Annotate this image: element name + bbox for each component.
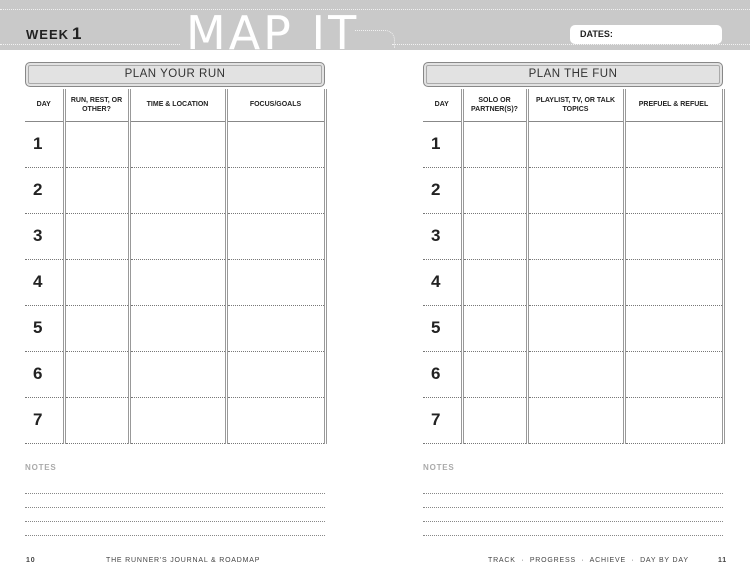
notes-label: NOTES	[423, 463, 455, 472]
page-number-left: 10	[26, 557, 36, 564]
table-cell[interactable]	[129, 213, 226, 259]
table-row	[423, 121, 723, 167]
table-cell[interactable]	[64, 259, 129, 305]
day-number: 4	[25, 259, 64, 305]
plan-your-run-panel	[25, 62, 325, 444]
day-number: 7	[25, 397, 64, 443]
table-row	[25, 167, 325, 213]
table-cell[interactable]	[64, 397, 129, 443]
column-header: FOCUS/GOALS	[226, 89, 325, 121]
table-cell[interactable]	[624, 305, 723, 351]
table-cell[interactable]	[129, 259, 226, 305]
table-cell[interactable]	[64, 167, 129, 213]
panel-title: PLAN YOUR RUN	[25, 62, 325, 87]
dotted-divider	[0, 9, 750, 10]
dotted-divider	[392, 44, 750, 45]
day-number: 3	[423, 213, 462, 259]
week-number: 1	[72, 24, 83, 43]
table-header-row	[423, 89, 723, 121]
day-number: 1	[423, 121, 462, 167]
table-cell[interactable]	[226, 167, 325, 213]
table-cell[interactable]	[129, 397, 226, 443]
table-row	[423, 167, 723, 213]
table-row	[25, 305, 325, 351]
notes-label: NOTES	[25, 463, 57, 472]
dates-field[interactable]: DATES:	[570, 25, 722, 44]
table-cell[interactable]	[527, 305, 624, 351]
table-cell[interactable]	[226, 121, 325, 167]
table-cell[interactable]	[624, 213, 723, 259]
table-cell[interactable]	[462, 167, 527, 213]
table-cell[interactable]	[527, 213, 624, 259]
table-cell[interactable]	[226, 397, 325, 443]
table-cell[interactable]	[462, 305, 527, 351]
day-number: 5	[25, 305, 64, 351]
notes-line[interactable]	[423, 494, 723, 508]
table-cell[interactable]	[129, 167, 226, 213]
column-header: SOLO OR PARTNER(S)?	[462, 89, 527, 121]
table-cell[interactable]	[226, 305, 325, 351]
day-number: 6	[25, 351, 64, 397]
week-label	[26, 24, 82, 44]
table-cell[interactable]	[527, 121, 624, 167]
day-number: 4	[423, 259, 462, 305]
dotted-divider	[0, 44, 180, 45]
table-row	[25, 351, 325, 397]
day-number: 3	[25, 213, 64, 259]
table-cell[interactable]	[462, 213, 527, 259]
table-cell[interactable]	[624, 351, 723, 397]
day-number: 2	[423, 167, 462, 213]
notes-line[interactable]	[25, 508, 325, 522]
notes-line[interactable]	[25, 472, 325, 494]
book-title: THE RUNNER'S JOURNAL & ROADMAP	[106, 557, 261, 564]
column-header: PREFUEL & REFUEL	[624, 89, 723, 121]
day-number: 6	[423, 351, 462, 397]
table-cell[interactable]	[129, 305, 226, 351]
column-header: DAY	[423, 89, 462, 121]
table-row	[423, 213, 723, 259]
day-number: 7	[423, 397, 462, 443]
tagline: TRACK · PROGRESS · ACHIEVE · DAY BY DAY	[488, 557, 689, 564]
table-row	[25, 259, 325, 305]
table-header-row	[25, 89, 325, 121]
table-cell[interactable]	[64, 213, 129, 259]
table-cell[interactable]	[226, 259, 325, 305]
table-cell[interactable]	[527, 351, 624, 397]
notes-line[interactable]	[423, 472, 723, 494]
table-row	[423, 397, 723, 443]
table-row	[25, 213, 325, 259]
table-cell[interactable]	[624, 167, 723, 213]
week-text: WEEK	[26, 27, 69, 42]
column-header: TIME & LOCATION	[129, 89, 226, 121]
table-row	[25, 397, 325, 443]
table-cell[interactable]	[527, 397, 624, 443]
table-cell[interactable]	[624, 121, 723, 167]
table-cell[interactable]	[226, 213, 325, 259]
day-number: 5	[423, 305, 462, 351]
notes-line[interactable]	[423, 508, 723, 522]
table-cell[interactable]	[226, 351, 325, 397]
panel-title: PLAN THE FUN	[423, 62, 723, 87]
table-cell[interactable]	[462, 397, 527, 443]
table-cell[interactable]	[624, 397, 723, 443]
plan-the-fun-panel	[423, 62, 723, 444]
day-number: 1	[25, 121, 64, 167]
day-number: 2	[25, 167, 64, 213]
table-row	[423, 305, 723, 351]
table-cell[interactable]	[129, 121, 226, 167]
dotted-divider	[355, 30, 395, 48]
table-row	[423, 351, 723, 397]
table-cell[interactable]	[624, 259, 723, 305]
column-header: PLAYLIST, TV, OR TALK TOPICS	[527, 89, 624, 121]
column-header: RUN, REST, OR OTHER?	[64, 89, 129, 121]
table-cell[interactable]	[64, 121, 129, 167]
table-cell[interactable]	[527, 167, 624, 213]
table-cell[interactable]	[462, 351, 527, 397]
notes-section-right	[423, 463, 723, 536]
table-cell[interactable]	[64, 351, 129, 397]
table-cell[interactable]	[462, 259, 527, 305]
fun-plan-table	[423, 89, 725, 444]
page-number-right: 11	[718, 557, 727, 564]
run-plan-table	[25, 89, 327, 444]
table-cell[interactable]	[527, 259, 624, 305]
notes-line[interactable]	[25, 494, 325, 508]
page-title: MAP IT	[186, 8, 360, 58]
table-cell[interactable]	[64, 305, 129, 351]
column-header: DAY	[25, 89, 64, 121]
table-row	[25, 121, 325, 167]
table-cell[interactable]	[129, 351, 226, 397]
table-row	[423, 259, 723, 305]
notes-section-left	[25, 463, 325, 536]
notes-line[interactable]	[25, 522, 325, 536]
table-cell[interactable]	[462, 121, 527, 167]
notes-line[interactable]	[423, 522, 723, 536]
